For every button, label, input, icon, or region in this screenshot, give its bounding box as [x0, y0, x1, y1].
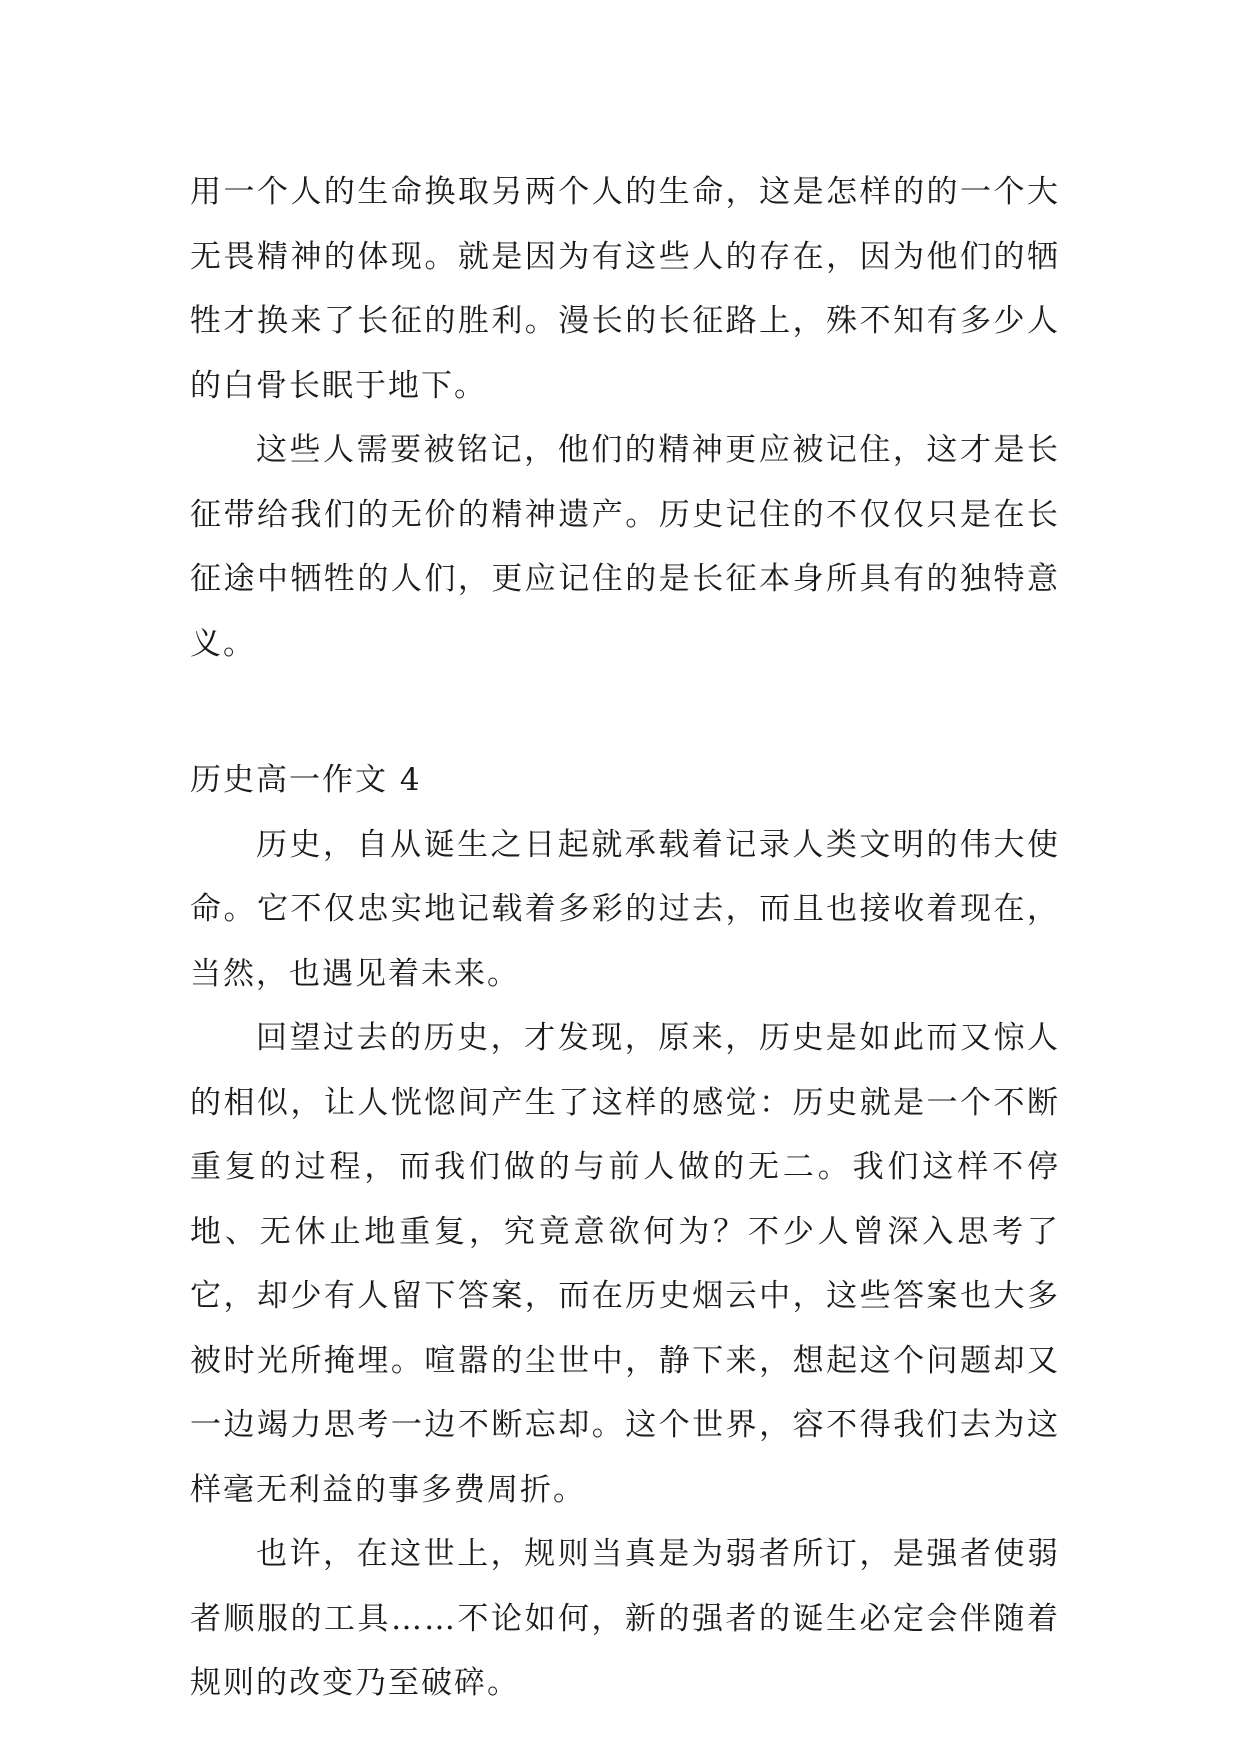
- paragraph-history-mission: 历史，自从诞生之日起就承载着记录人类文明的伟大使命。它不仅忠实地记载着多彩的过去，而且也接收着现在，当然，也遇见着未来。: [190, 826, 1060, 992]
- paragraph-sacrifice: 用一个人的生命换取另两个人的生命，这是怎样的的一个大无畏精神的体现。就是因为有这些人的存在，因为他们的牺牲才换来了长征的胜利。漫长的长征路上，殊不知有多少人的白骨长眠于地下。: [190, 174, 1060, 404]
- paragraph-history-repeat: 回望过去的历史，才发现，原来，历史是如此而又惊人的相似，让人恍惚间产生了这样的感觉：历史就是一个不断重复的过程，而我们做的与前人做的无二。我们这样不停地、无休止地重复，究竟意欲何为？不少人曾深入思考了它，却少有人留下答案，而在历史烟云中，这些答案也大多被时光所掩埋。喧嚣的尘世中，静下来，想起这个问题却又一边竭力思考一边不断忘却。这个世界，容不得我们去为这样毫无利益的事多费周折。: [190, 1020, 1060, 1508]
- document-body: [190, 160, 1060, 1716]
- section-title: 历史高一作文 4: [190, 762, 422, 798]
- paragraph-legacy: 这些人需要被铭记，他们的精神更应被记住，这才是长征带给我们的无价的精神遗产。历史记住的不仅仅只是在长征途中牺牲的人们，更应记住的是长征本身所具有的独特意义。: [190, 432, 1060, 662]
- paragraph-rules: 也许，在这世上，规则当真是为弱者所订，是强者使弱者顺服的工具……不论如何，新的强者的诞生必定会伴随着规则的改变乃至破碎。: [190, 1536, 1060, 1701]
